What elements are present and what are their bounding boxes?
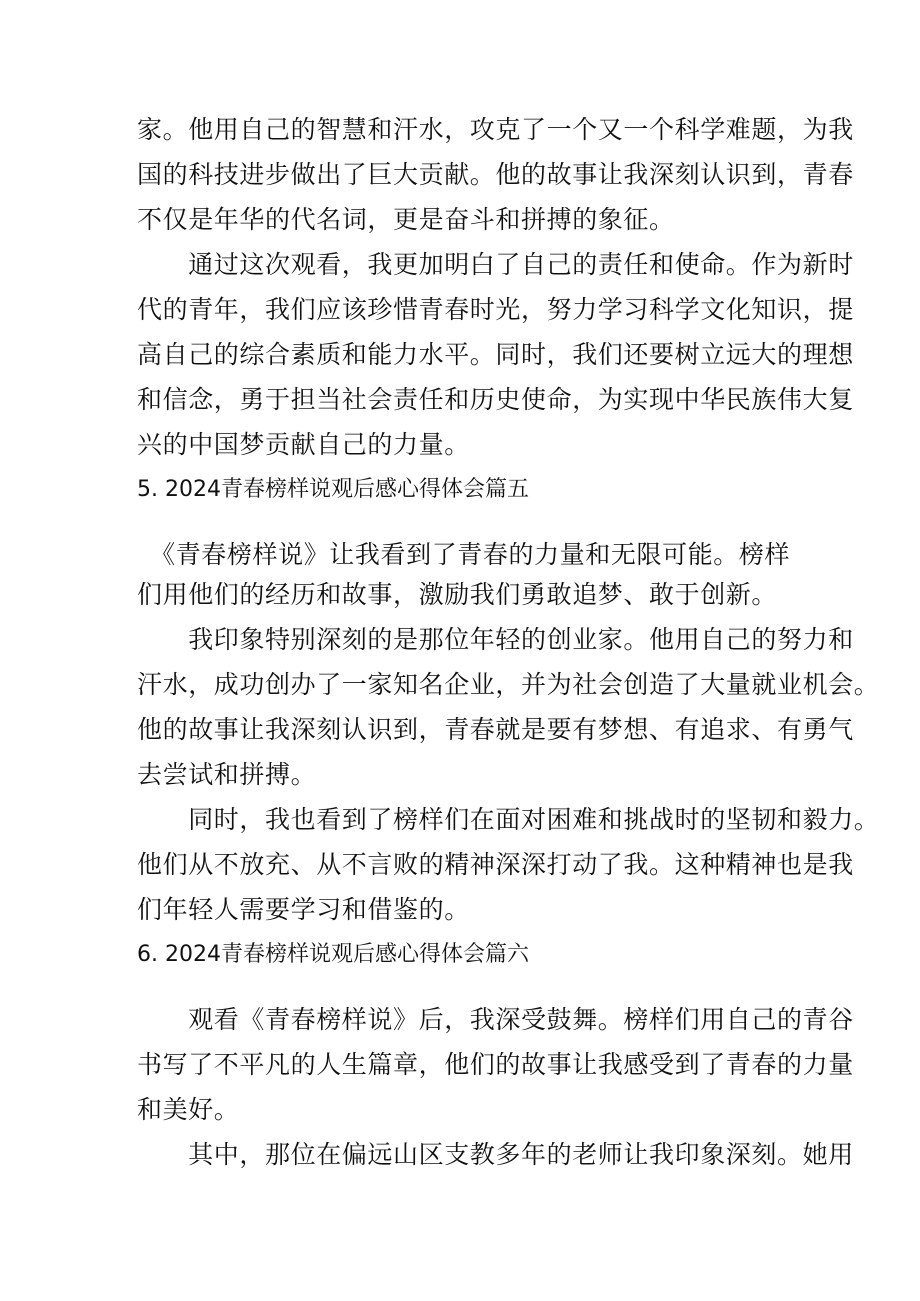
text-line: 国的科技进步做出了巨大贡献。他的故事让我深刻认识到，青春 [137,160,854,189]
text-line: 《青春榜样说》让我看到了青春的力量和无限可能。榜样 [137,540,791,569]
text-line: 不仅是年华的代名词，更是奋斗和拼搏的象征。 [137,205,675,234]
text-line: 代的青年，我们应该珍惜青春时光，努力学习科学文化知识，提 [137,295,854,324]
section-heading-6: 6. 2024青春榜样说观后感心得体会篇六 [137,942,529,967]
text-line: 高自己的综合素质和能力水平。同时，我们还要树立远大的理想 [137,340,854,369]
text-line: 他的故事让我深刻认识到，青春就是要有梦想、有追求、有勇气 [137,715,854,744]
text-line: 汗水，成功创办了一家知名企业，并为社会创造了大量就业机会。 [137,670,880,699]
text-line: 通过这次观看，我更加明白了自己的责任和使命。作为新时 [137,250,854,279]
text-line: 们用他们的经历和故事，激励我们勇敢追梦、敢于创新。 [137,580,778,609]
text-line: 们年轻人需要学习和借鉴的。 [137,895,470,924]
section-heading-5: 5. 2024青春榜样说观后感心得体会篇五 [137,477,529,502]
text-line: 其中，那位在偏远山区支教多年的老师让我印象深刻。她用 [137,1140,854,1169]
text-line: 我印象特别深刻的是那位年轻的创业家。他用自己的努力和 [137,625,854,654]
text-line: 同时，我也看到了榜样们在面对困难和挑战时的坚韧和毅力。 [137,805,880,834]
text-line: 和信念，勇于担当社会责任和历史使命，为实现中华民族伟大复 [137,385,854,414]
text-line: 书写了不平凡的人生篇章，他们的故事让我感受到了青春的力量 [137,1050,854,1079]
text-line: 和美好。 [137,1095,240,1124]
text-line: 兴的中国梦贡献自己的力量。 [137,430,470,459]
text-line: 去尝试和拼搏。 [137,760,317,789]
text-line: 他们从不放充、从不言败的精神深深打动了我。这种精神也是我 [137,850,854,879]
text-line: 观看《青春榜样说》后，我深受鼓舞。榜样们用自己的青谷 [137,1005,854,1034]
text-line: 家。他用自己的智慧和汗水，攻克了一个又一个科学难题，为我 [137,115,854,144]
